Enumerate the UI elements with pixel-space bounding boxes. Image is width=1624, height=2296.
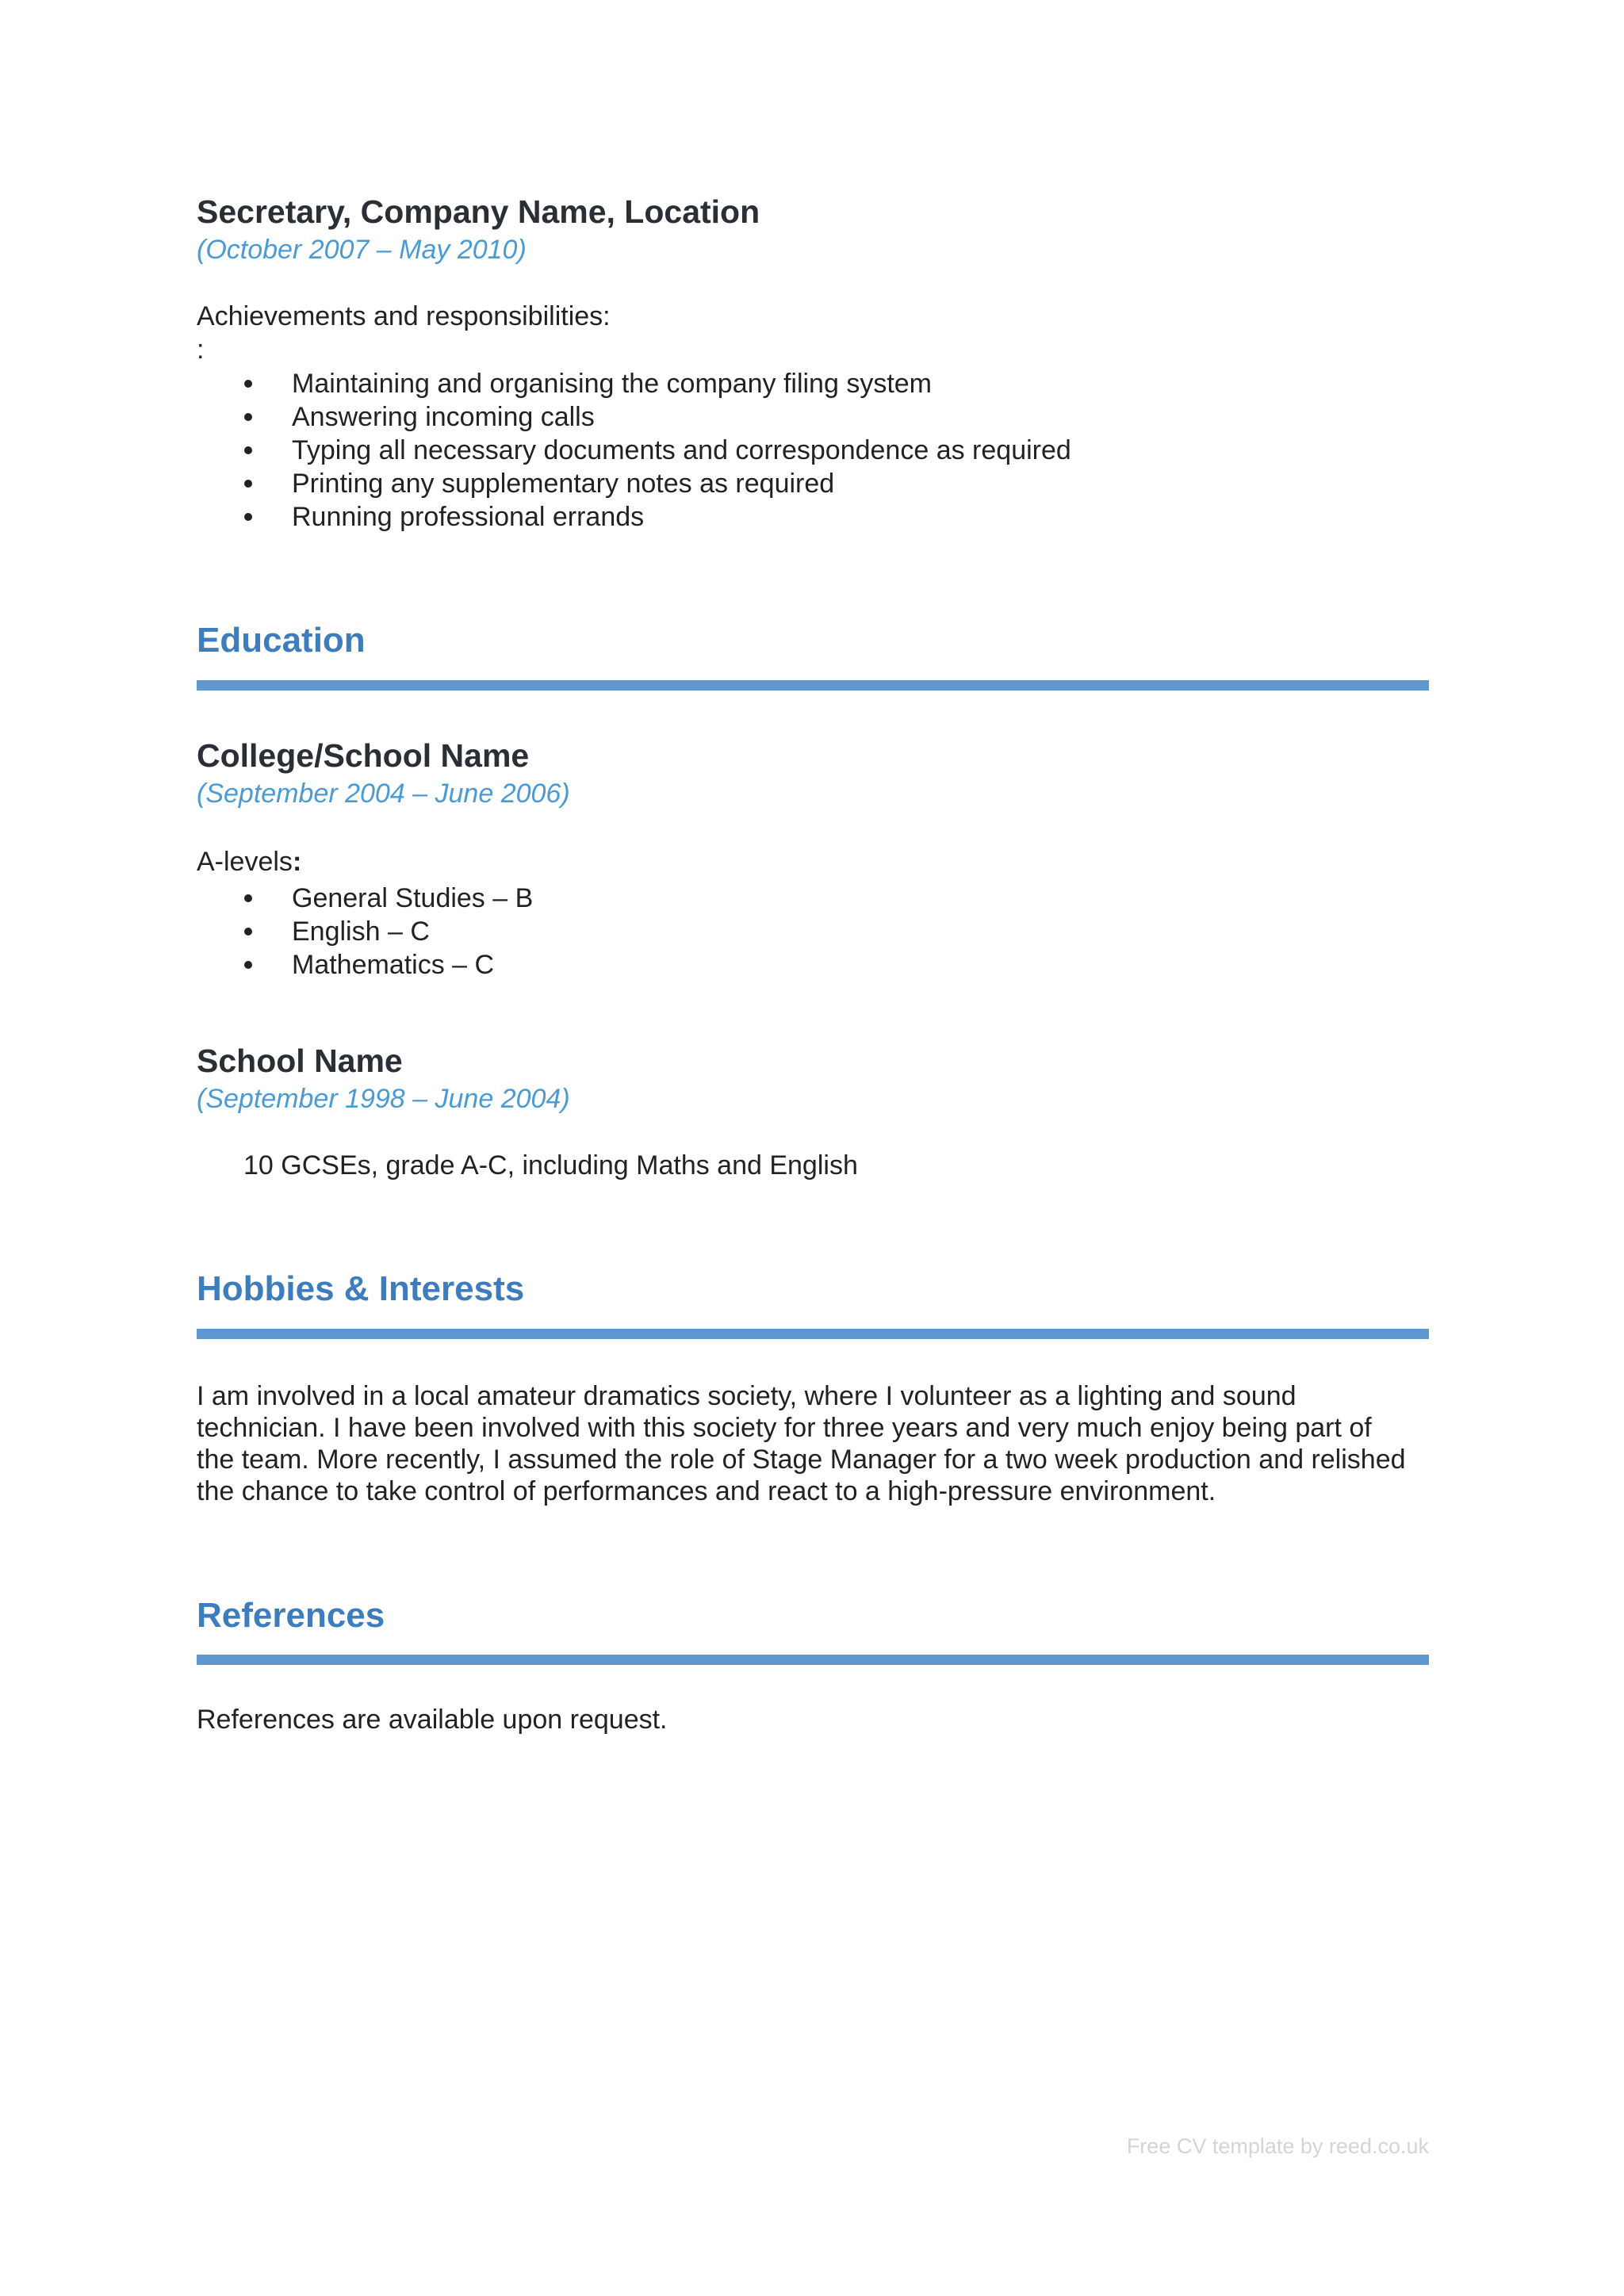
stray-colon: :: [197, 335, 205, 365]
list-item-text: Typing all necessary documents and correspondence as required: [292, 435, 1071, 465]
list-item: [197, 500, 1071, 534]
list-item: [197, 467, 1071, 500]
qualification-colon: :: [292, 847, 302, 877]
list-item-text: Running professional errands: [292, 502, 645, 532]
college-dates: (September 2004 – June 2006): [197, 779, 570, 809]
list-item: [197, 367, 1071, 400]
subjects-list: [197, 882, 533, 982]
references-text: References are available upon request.: [197, 1705, 668, 1735]
paragraph-line: technician. I have been involved with this society for three years and very much enjoy being part of: [197, 1413, 1372, 1443]
gcse-summary: 10 GCSEs, grade A-C, including Maths and English: [243, 1150, 858, 1181]
list-item-text: Mathematics – C: [292, 950, 495, 980]
list-item: [197, 882, 533, 915]
paragraph-line: the team. More recently, I assumed the role of Stage Manager for a two week production and relished: [197, 1445, 1406, 1475]
bullet-icon: [244, 480, 252, 488]
bullet-icon: [244, 961, 252, 969]
bullet-icon: [244, 380, 252, 388]
footer-note: Free CV template by reed.co.uk: [1126, 2134, 1429, 2158]
bullet-icon: [244, 894, 252, 902]
hobbies-divider: [197, 1329, 1429, 1339]
achievements-label: Achievements and responsibilities:: [197, 301, 611, 331]
hobbies-heading: Hobbies & Interests: [197, 1269, 525, 1308]
school-dates: (September 1998 – June 2004): [197, 1084, 570, 1114]
college-name: College/School Name: [197, 737, 530, 774]
achievements-list: [197, 367, 1071, 534]
school-name: School Name: [197, 1043, 403, 1079]
bullet-icon: [244, 928, 252, 936]
hobbies-paragraph: [197, 1380, 1434, 1507]
bullet-icon: [244, 446, 252, 454]
list-item-text: General Studies – B: [292, 883, 534, 913]
list-item-text: Printing any supplementary notes as required: [292, 469, 835, 499]
list-item-text: Maintaining and organising the company filing system: [292, 369, 933, 399]
job-dates: (October 2007 – May 2010): [197, 235, 527, 265]
list-item: [197, 915, 533, 948]
qualification-label: [197, 846, 301, 878]
list-item: [197, 948, 533, 982]
job-title: Secretary, Company Name, Location: [197, 193, 760, 230]
list-item-text: Answering incoming calls: [292, 402, 595, 432]
references-divider: [197, 1655, 1429, 1665]
paragraph-line: the chance to take control of performances and react to a high-pressure environment.: [197, 1476, 1216, 1506]
paragraph-line: I am involved in a local amateur dramatics society, where I volunteer as a lighting and sound: [197, 1381, 1297, 1411]
references-heading: References: [197, 1596, 385, 1635]
education-heading: Education: [197, 621, 366, 660]
list-item-text: English – C: [292, 916, 430, 947]
qualification-label-text: A-levels: [197, 847, 293, 877]
list-item: [197, 434, 1071, 467]
bullet-icon: [244, 513, 252, 521]
bullet-icon: [244, 413, 252, 421]
list-item: [197, 400, 1071, 434]
education-divider: [197, 680, 1429, 691]
